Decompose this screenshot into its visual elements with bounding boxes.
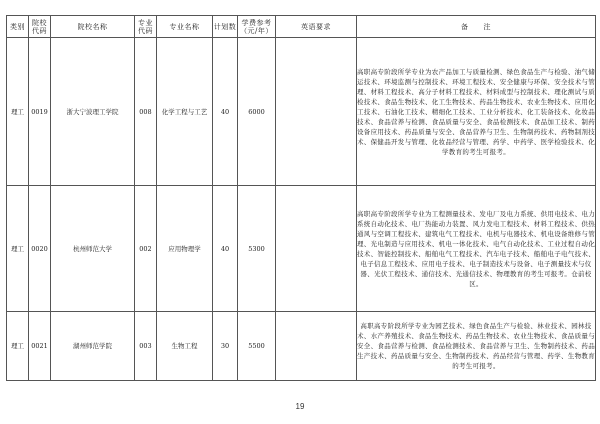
header-plan-count: 计划数	[213, 16, 238, 38]
requirement-cell	[276, 38, 357, 186]
table-row	[7, 38, 596, 186]
admission-table	[6, 15, 596, 381]
notes-cell: 高职高专阶段所学专业为园艺技术、绿色食品生产与检验、林业技术、园林技术、水产养殖技术、食品生物技术、药品生物技术、农业生物技术、食品质量与安全、食品营养与检测、食品检测技术、食品营养与卫生、生物制药技术、药品生产技术、药品质量与安全、生物制药技术、药品经营与管理、药学、生物教育的考生可报考。	[357, 312, 596, 381]
major-code-cell: 002	[135, 186, 157, 312]
plan-count-cell: 40	[213, 186, 238, 312]
plan-count-cell: 30	[213, 312, 238, 381]
category-cell: 理工	[7, 38, 29, 186]
category-cell: 理工	[7, 186, 29, 312]
notes-cell: 高职高专阶段所学专业为工程测量技术、发电厂及电力系统、供用电技术、电力系统自动化技术、电厂热能动力装置、风力发电工程技术、材料工程技术、供热通风与空调工程技术、建筑电气工程技术、电机与电器技术、机电设备维修与管理、光电制造与应用技术、机电一体化技术、电气自动化技术、工业过程自动化技术、智能控制技术、船舶电气工程技术、汽车电子技术、船舶电子电气技术、电子信息工程技术、应用电子技术、电子制造技术与设备、电子测量技术与仪器、光伏工程技术、通信技术、光通信技术、物理教育的考生可报考。仓前校区。	[357, 186, 596, 312]
school-name-cell: 湖州师范学院	[51, 312, 135, 381]
header-row	[7, 16, 596, 38]
table-row	[7, 312, 596, 381]
header-school-name: 院校名称	[51, 16, 135, 38]
tuition-cell: 5500	[238, 312, 276, 381]
school-code-cell: 0021	[29, 312, 51, 381]
table-row	[7, 186, 596, 312]
requirement-cell	[276, 186, 357, 312]
plan-count-cell: 40	[213, 38, 238, 186]
school-name-cell: 浙大宁波理工学院	[51, 38, 135, 186]
header-major-code: 专业 代码	[135, 16, 157, 38]
school-code-cell: 0020	[29, 186, 51, 312]
tuition-cell: 6000	[238, 38, 276, 186]
tuition-cell: 5300	[238, 186, 276, 312]
notes-cell: 高职高专阶段所学专业为农产品加工与质量检测、绿色食品生产与检验、油气储运技术、环境监测与控制技术、环境工程技术、安全健康与环保、安全技术与管理、材料工程技术、高分子材料工程技术、材料成型与控制技术、理化测试与质检技术、食品生物技术、化工生物技术、药品生物技术、农业生物技术、应用化工技术、石油化工技术、精细化工技术、工业分析技术、化工装备技术、化妆品技术、食品营养与检测、食品质量与安全、食品检测技术、食品加工技术、制药设备应用技术、药品质量与安全、食品营养与卫生、生物制药技术、药物制剂技术、保健品开发与管理、化妆品经营与管理、药学、中药学、医学检验技术、化学教育的考生可报考。	[357, 38, 596, 186]
major-name-cell: 化学工程与工艺	[157, 38, 213, 186]
header-major-name: 专业名称	[157, 16, 213, 38]
header-school-code: 院校 代码	[29, 16, 51, 38]
school-code-cell: 0019	[29, 38, 51, 186]
header-requirement: 英语要求	[276, 16, 357, 38]
header-category: 类别	[7, 16, 29, 38]
header-tuition: 学费参考 （元/年）	[238, 16, 276, 38]
school-name-cell: 杭州师范大学	[51, 186, 135, 312]
header-notes: 备 注	[357, 16, 596, 38]
major-code-cell: 003	[135, 312, 157, 381]
major-name-cell: 应用物理学	[157, 186, 213, 312]
page-number: 19	[295, 402, 305, 411]
major-code-cell: 008	[135, 38, 157, 186]
major-name-cell: 生物工程	[157, 312, 213, 381]
category-cell: 理工	[7, 312, 29, 381]
requirement-cell	[276, 312, 357, 381]
